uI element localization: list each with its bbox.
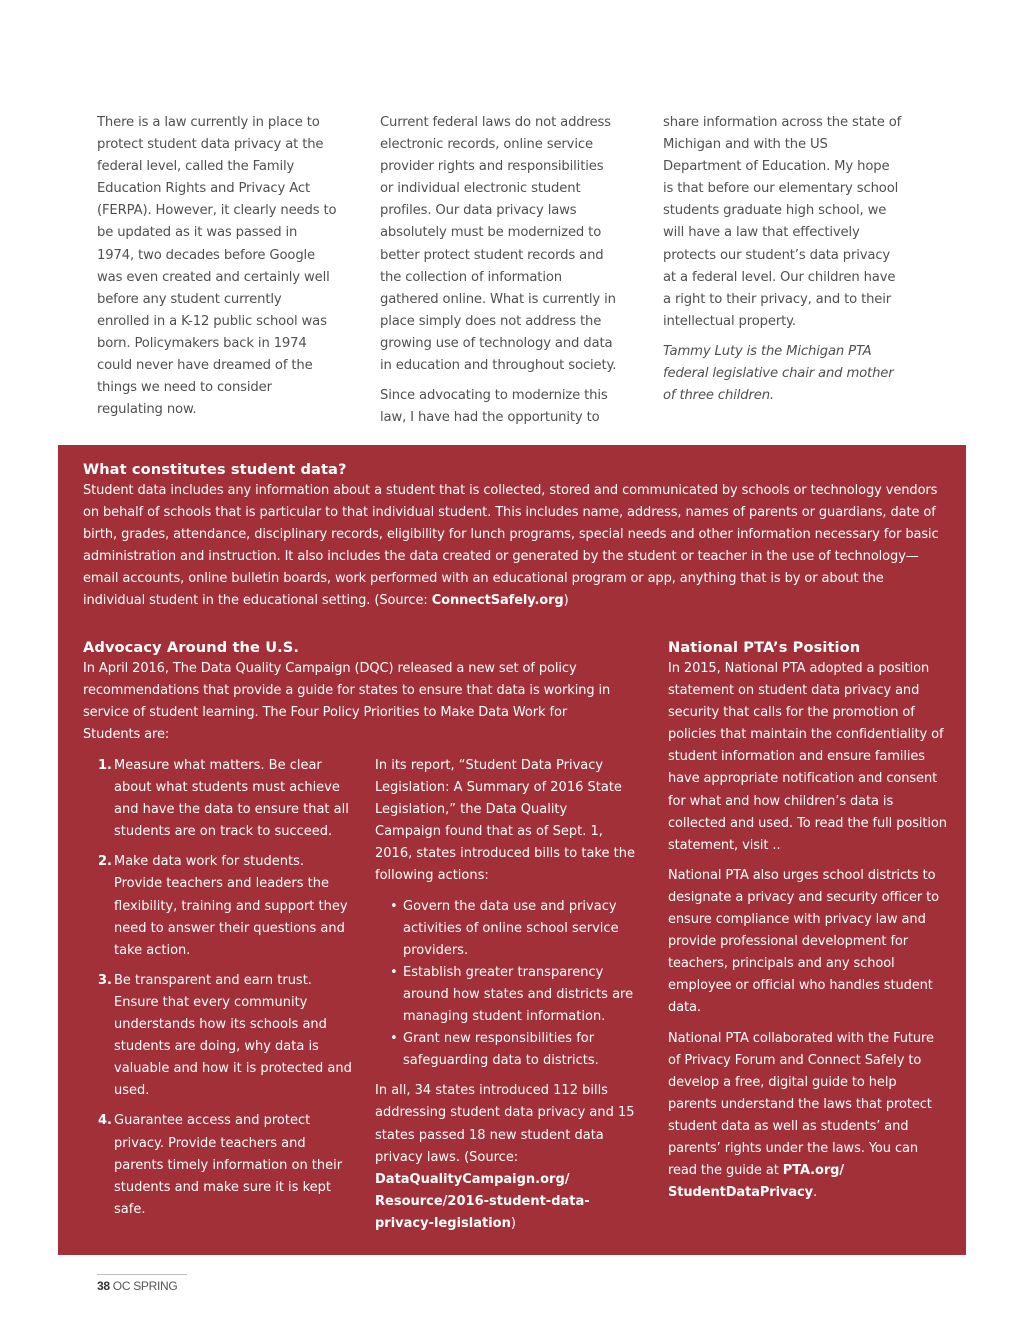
student-data-section: [83, 460, 943, 613]
action-text: Grant new responsibilities for safeguarding data to districts.: [403, 1031, 599, 1069]
student-data-text: Student data includes any information about a student that is collected, stored and communicated by schools or technology vendors on behalf of schools that is particular to that individual student. This includes name, address, names of parents or guardians, date of birth, grades, attendance, disciplinary records, eligibility for lunch programs, special needs and other information necessary for basic administration and instruction. It also includes the data created or generated by the student or teacher in the use of technology—email accounts, online bulletin boards, work performed with an educational program or app, anything that is by or about the individual student in the educational setting. (Source:: [83, 483, 939, 609]
list-item: [375, 962, 637, 1028]
list-item: [98, 755, 353, 843]
footer-text: [97, 1279, 187, 1293]
list-item: [375, 896, 637, 962]
dqc-report-column: [375, 755, 637, 1243]
article-columns: [97, 112, 917, 432]
column-2-paragraph-1: Current federal laws do not address electronic records, online service provider rights and responsibilities or individual electronic student profiles. Our data privacy laws absolutely must be modernized to better protect student records and the collection of information gathered online. What is currently in place simply does not address the growing use of technology and data in education and throughout society.: [380, 115, 617, 374]
pta-guide-link[interactable]: PTA.org/ StudentDataPrivacy: [668, 1163, 844, 1201]
list-number: 3.: [98, 972, 112, 988]
actions-list: [375, 896, 637, 1073]
bullet-icon: •: [390, 898, 398, 914]
column-2-paragraph-2: Since advocating to modernize this law, I have had the opportunity to: [380, 388, 608, 426]
list-item: [375, 1028, 637, 1072]
list-text: Guarantee access and protect privacy. Provide teachers and parents timely information on their students and make sure it is kept safe.: [114, 1113, 343, 1217]
student-data-heading: What constitutes student data?: [83, 461, 347, 478]
bullet-icon: •: [390, 1031, 398, 1047]
list-text: Be transparent and earn trust. Ensure that every community understands how its schools and students are doing, why data is valuable and how it is protected and used.: [114, 972, 352, 1099]
action-text: Establish greater transparency around how states and districts are managing student information.: [403, 964, 634, 1025]
list-text: Make data work for students. Provide teachers and leaders the flexibility, training and support they need to answer their questions and take action.: [114, 854, 348, 958]
student-data-body: [83, 480, 943, 613]
article-column-2: [380, 112, 620, 437]
report-intro: In its report, “Student Data Privacy Legislation: A Summary of 2016 State Legislation,” the Data Quality Campaign found that as of Sept. 1, 2016, states introduced bills to take the following actions:: [375, 758, 635, 884]
author-byline: Tammy Luty is the Michigan PTA federal legislative chair and mother of three children.: [663, 343, 894, 404]
page-footer: [97, 1274, 187, 1293]
column-1-paragraph: There is a law currently in place to protect student data privacy at the federal level, called the Family Education Rights and Privacy Act (FERPA). However, it clearly needs to be updated as it was passed in 1974, two decades before Google was even created and certainly well before any student currently enrolled in a K-12 public school was born. Policymakers back in 1974 could never have dreamed of the things we need to consider regulating now.: [97, 115, 337, 418]
pta-paragraph-2: National PTA also urges school districts to designate a privacy and security officer to ensure compliance with privacy law and provide professional development for teachers, principals and any school employee or official who handles student data.: [668, 867, 939, 1016]
summary-text: In all, 34 states introduced 112 bills addressing student data privacy and 15 states passed 18 new student data privacy laws. (Source:: [375, 1083, 635, 1165]
legislation-summary: [375, 1080, 637, 1235]
page-number: 38: [97, 1279, 110, 1293]
student-data-close: ): [563, 593, 569, 609]
policy-priorities-list: [98, 755, 353, 1229]
advocacy-heading: Advocacy Around the U.S.: [83, 639, 300, 656]
summary-close: ): [510, 1215, 516, 1231]
publication-name: OC SPRING: [112, 1279, 178, 1293]
column-3-paragraph: share information across the state of Michigan and with the US Department of Education. My hope is that before our elementary school students graduate high school, we will have a law that effectively protects our student’s data privacy at a federal level. Our children have a right to their privacy, and to their intellectual property.: [663, 115, 902, 329]
action-text: Govern the data use and privacy activities of online school service providers.: [403, 898, 619, 958]
article-column-1: [97, 112, 337, 429]
pta-position-section: [668, 638, 948, 1212]
pta-heading: National PTA’s Position: [668, 639, 861, 656]
pta-paragraph-3: [668, 1028, 948, 1205]
list-item: [98, 1110, 353, 1220]
advocacy-intro: In April 2016, The Data Quality Campaign (DQC) released a new set of policy recommendations that provide a guide for states to ensure that data is working in service of student learning. The Four Policy Priorities to Make Data Work for Students are:: [83, 661, 611, 743]
footer-divider: [97, 1274, 187, 1275]
list-number: 1.: [98, 758, 112, 773]
pta-p3-text: National PTA collaborated with the Future of Privacy Forum and Connect Safely to develop a free, digital guide to help parents understand the laws that protect student data as well as students’ and parents’ rights under the laws. You can read the guide at: [668, 1030, 934, 1179]
pta-p3-close: .: [813, 1185, 818, 1201]
list-text: Measure what matters. Be clear about what students must achieve and have the data to ensure that all students are on track to succeed.: [114, 758, 349, 840]
dqc-link[interactable]: DataQualityCampaign.org/ Resource/2016-student-data-privacy-legislation: [375, 1171, 590, 1231]
list-number: 2.: [98, 854, 112, 870]
list-number: 4.: [98, 1113, 112, 1129]
bullet-icon: •: [390, 964, 398, 980]
list-item: [98, 851, 353, 961]
sidebar-box: [58, 445, 966, 1255]
advocacy-section: [83, 638, 623, 746]
list-item: [98, 970, 353, 1103]
article-column-3: [663, 112, 903, 415]
connectsafely-link[interactable]: ConnectSafely.org: [431, 593, 564, 609]
pta-paragraph-1: In 2015, National PTA adopted a position statement on student data privacy and security that calls for the promotion of policies that maintain the confidentiality of student information and ensure families have appropriate notification and consent for what and how children’s data is collected and used. To read the full position statement, visit ..: [668, 661, 947, 853]
